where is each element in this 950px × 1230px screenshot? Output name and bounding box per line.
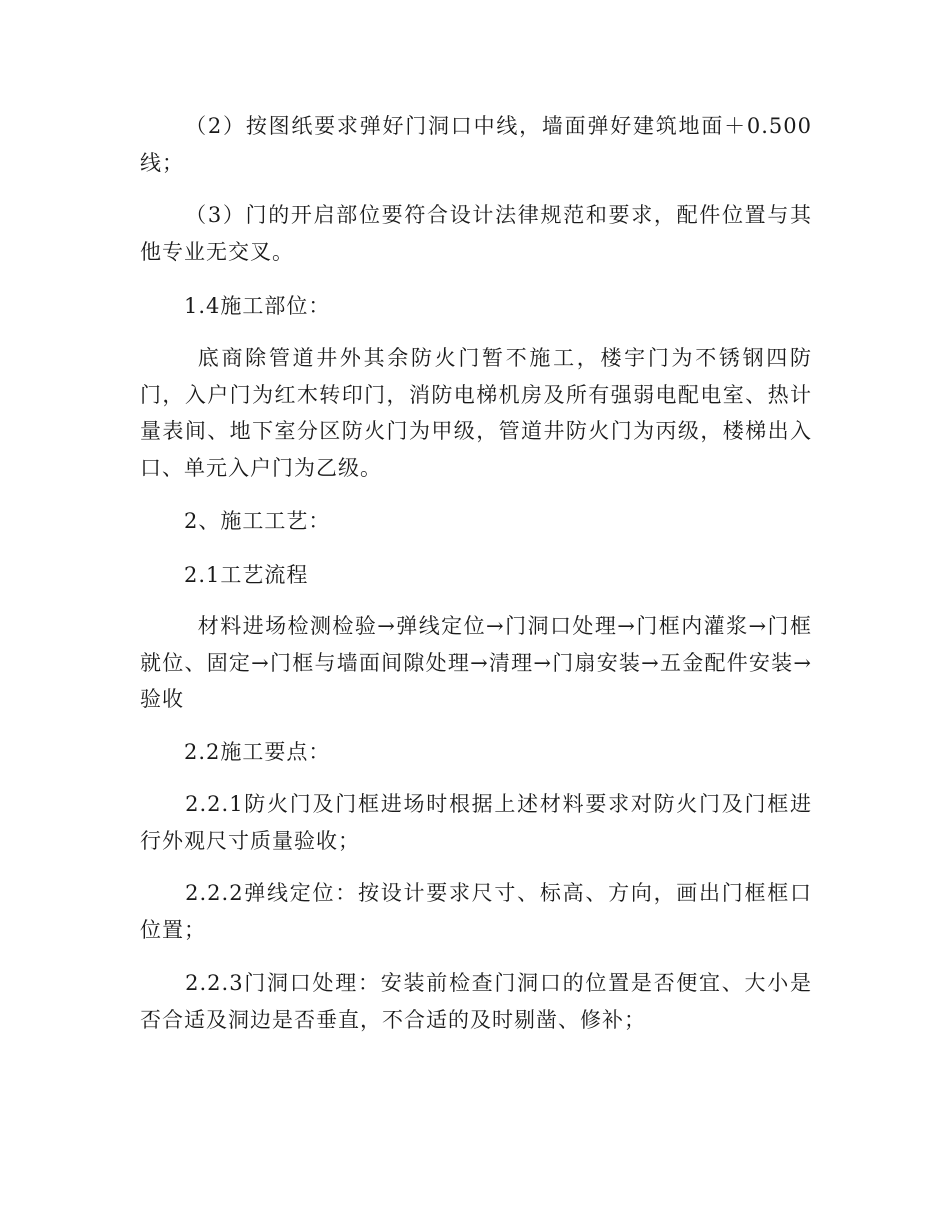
heading-process-flow: 2.1工艺流程 — [184, 563, 309, 587]
paragraph-process-flow: 材料进场检测检验→弹线定位→门洞口处理→门框内灌浆→门框就位、固定→门框与墙面间隙处理→清理→门扇安装→五金配件安装→验收 — [140, 614, 812, 711]
paragraph-door-centerline: （2）按图纸要求弹好门洞口中线，墙面弹好建筑地面＋0.500线； — [140, 114, 812, 175]
paragraph-point-2-2-1: 2.2.1防火门及门框进场时根据上述材料要求对防火门及门框进行外观尺寸质量验收； — [140, 792, 812, 853]
paragraph-door-opening: （3）门的开启部位要符合设计法律规范和要求，配件位置与其他专业无交叉。 — [140, 203, 812, 264]
paragraph-point-2-2-3: 2.2.3门洞口处理：安装前检查门洞口的位置是否便宜、大小是否合适及洞边是否垂直，不合适的及时剔凿、修补； — [140, 971, 812, 1032]
heading-construction-process: 2、施工工艺： — [184, 509, 331, 533]
heading-construction-location: 1.4施工部位： — [184, 294, 331, 318]
paragraph-point-2-2-2: 2.2.2弹线定位：按设计要求尺寸、标高、方向，画出门框框口位置； — [140, 881, 812, 942]
heading-construction-points: 2.2施工要点： — [184, 740, 331, 764]
paragraph-construction-location: 底商除管道井外其余防火门暂不施工，楼宇门为不锈钢四防门，入户门为红木转印门，消防电梯机房及所有强弱电配电室、热计量表间、地下室分区防火门为甲级，管道井防火门为丙级，楼梯出入口、单元入户门为乙级。 — [140, 346, 812, 480]
